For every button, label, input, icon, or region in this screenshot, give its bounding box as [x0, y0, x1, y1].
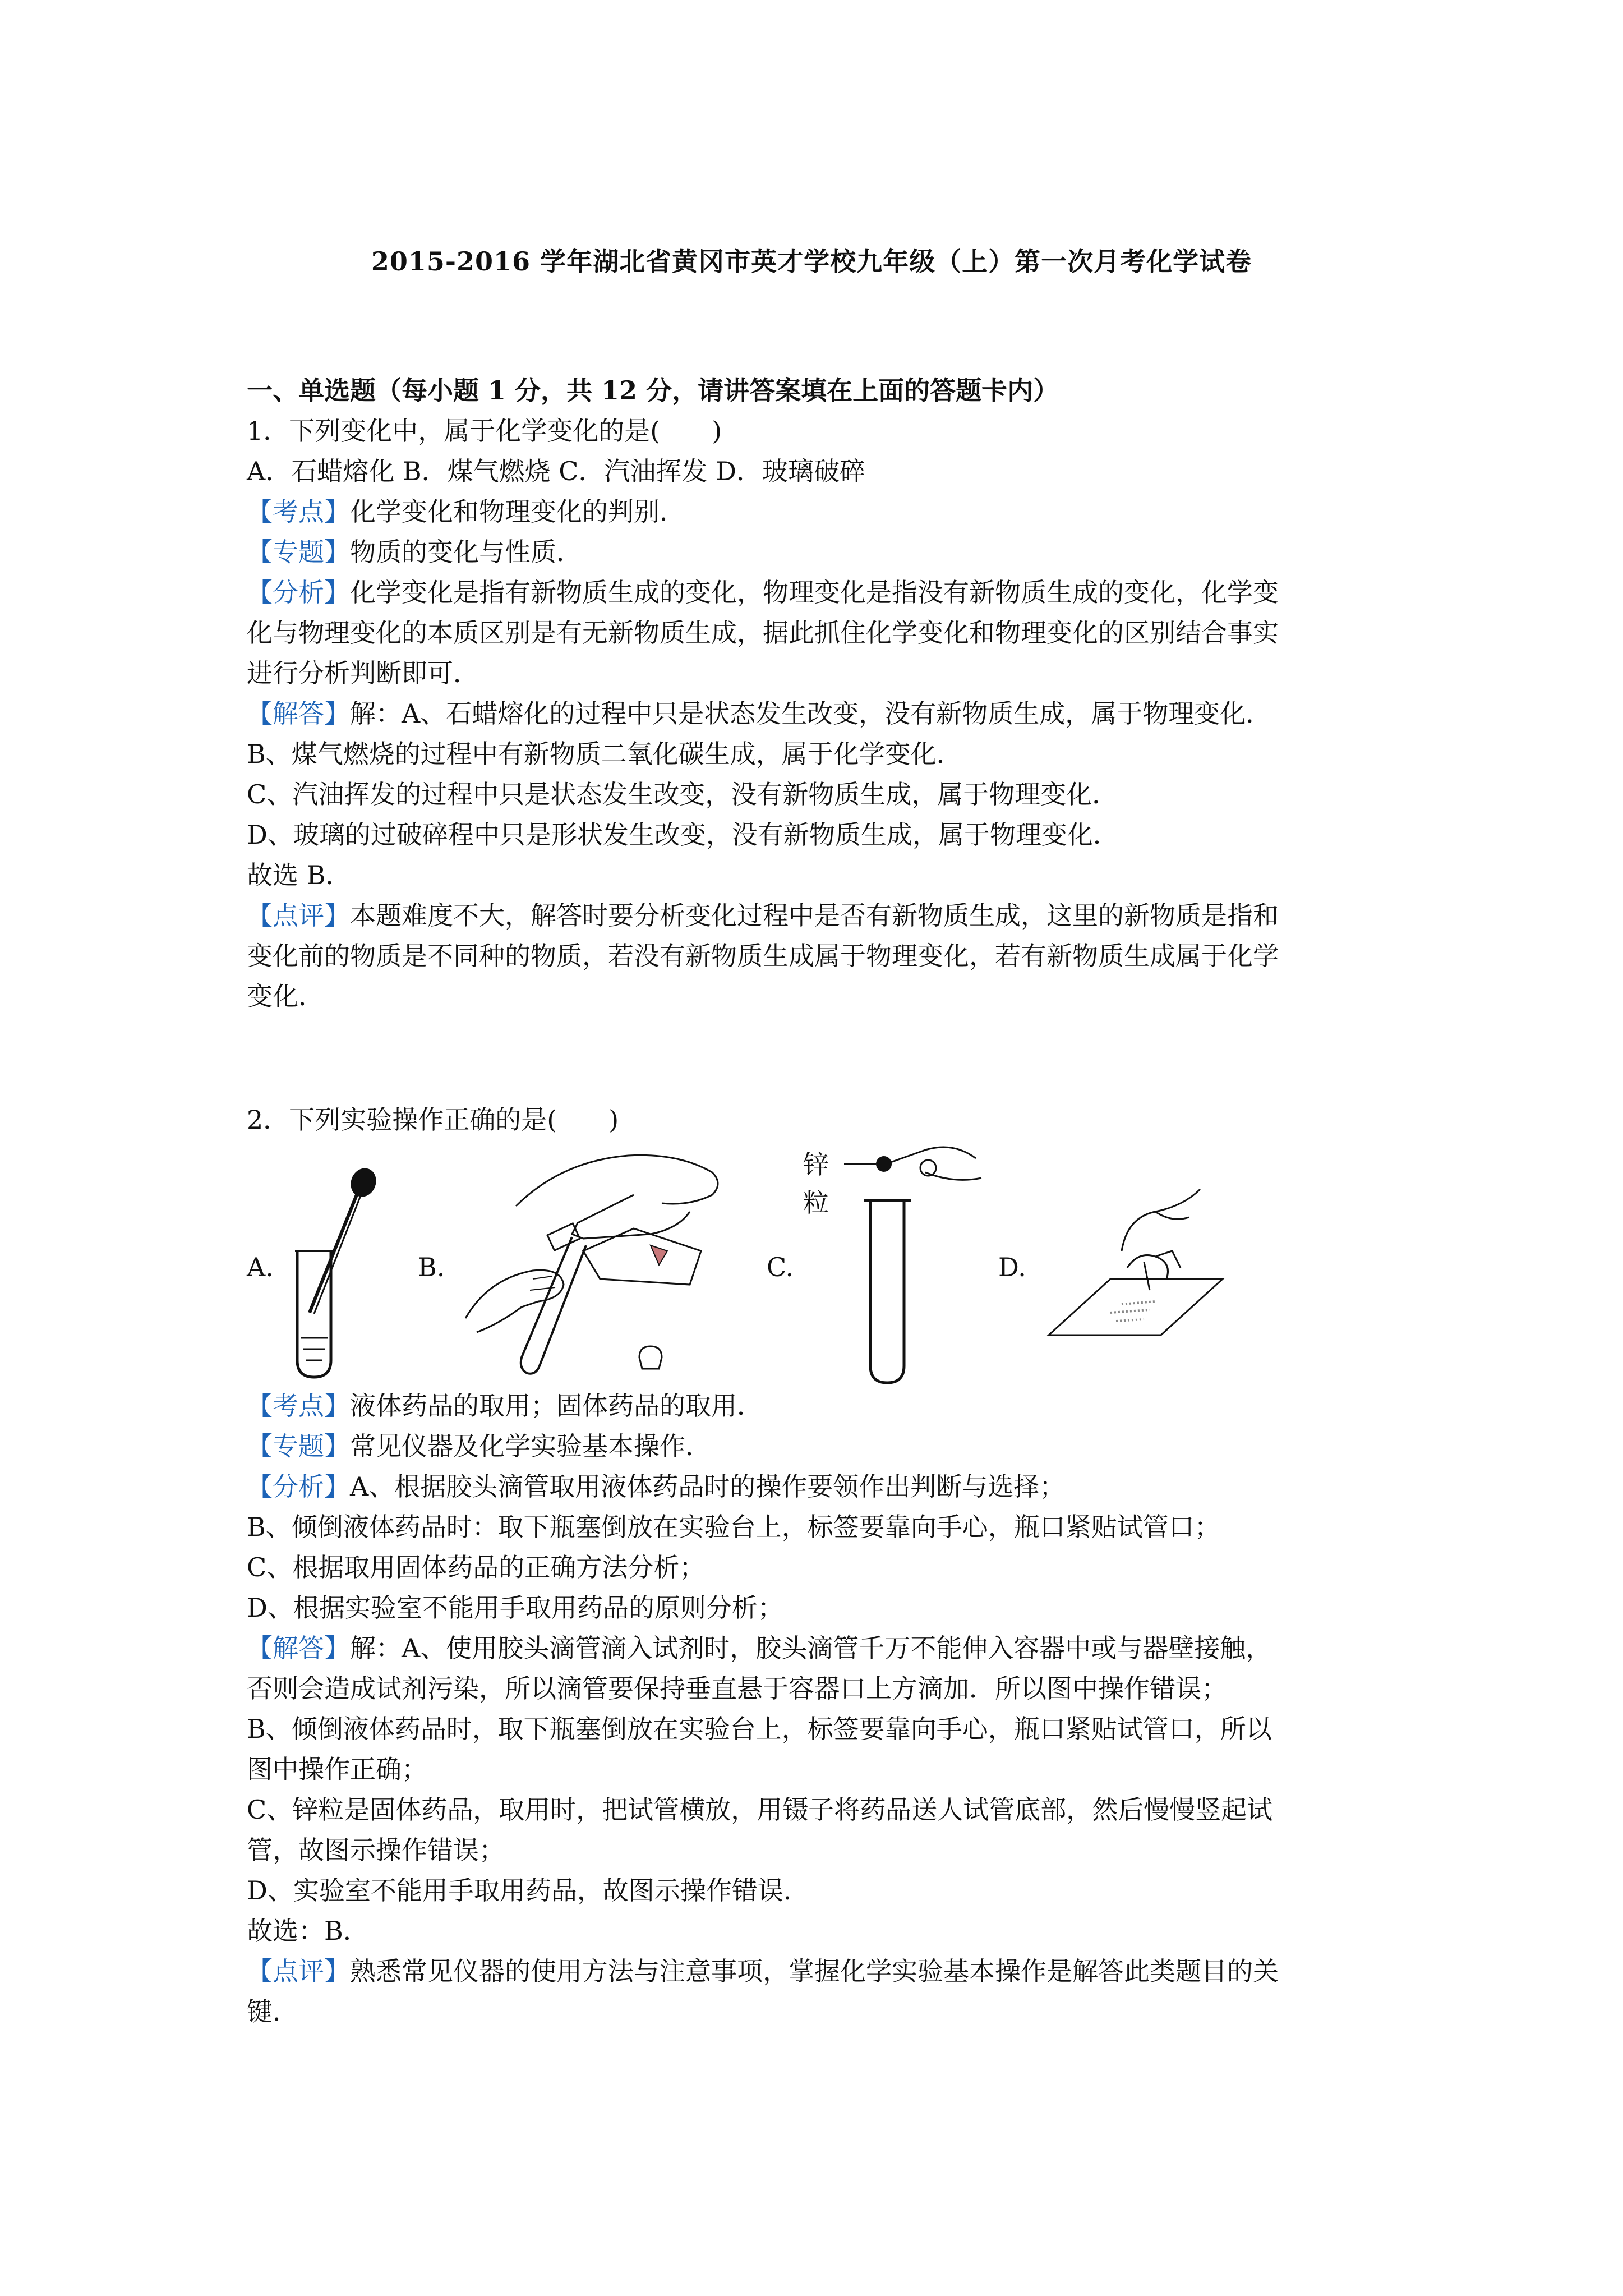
- tag-zhuanti: 【专题】: [247, 537, 350, 567]
- q1-dianping-line: 变化．: [247, 981, 324, 1011]
- dropper-in-test-tube-illustration: [280, 1167, 393, 1386]
- q1-dianping: [247, 899, 1279, 932]
- q2-fenxi: [247, 1470, 1065, 1503]
- q1-dianping-line: 变化前的物质是不同种的物质，若没有新物质生成属于物理变化，若有新物质生成属于化学: [247, 941, 1279, 971]
- hand-taking-powder-illustration: [1043, 1184, 1234, 1352]
- q2-kaodian-text: 液体药品的取用；固体药品的取用．: [350, 1391, 763, 1421]
- q2-jieda: [247, 1631, 1271, 1665]
- tag-kaodian: 【考点】: [247, 496, 350, 527]
- q1-fenxi-line: 化与物理变化的本质区别是有无新物质生成，据此抓住化学变化和物理变化的区别结合事实: [247, 618, 1279, 648]
- q2-fenxi-line: C、根据取用固体药品的正确方法分析；: [247, 1552, 706, 1582]
- tag-jieda: 【解答】: [247, 698, 350, 729]
- q2-fenxi-line: D、根据实验室不能用手取用药品的原则分析；: [247, 1593, 783, 1623]
- q2-jieda-line: 管，故图示操作错误；: [247, 1835, 505, 1865]
- q1-kaodian-text: 化学变化和物理变化的判别．: [350, 496, 685, 527]
- tag-zhuanti: 【专题】: [247, 1431, 350, 1461]
- q1-fenxi-line: 化学变化是指有新物质生成的变化，物理变化是指没有新物质生成的变化，化学变: [350, 577, 1279, 608]
- section-heading: 一、单选题（每小题 1 分，共 12 分，请讲答案填在上面的答题卡内）: [247, 375, 1059, 406]
- q1-dianping-line: 本题难度不大，解答时要分析变化过程中是否有新物质生成，这里的新物质是指和: [350, 900, 1279, 931]
- q2-jieda-line: 故选：B．: [247, 1916, 369, 1946]
- q1-jieda-line: 故选 B．: [247, 860, 352, 890]
- q1-jieda-line: B、煤气燃烧的过程中有新物质二氧化碳生成，属于化学变化．: [247, 739, 962, 769]
- q2-jieda-line: B、倾倒液体药品时，取下瓶塞倒放在实验台上，标签要靠向手心，瓶口紧贴试管口，所以: [247, 1714, 1272, 1744]
- q1-options: A．石蜡熔化 B．煤气燃烧 C．汽油挥发 D．玻璃破碎: [247, 456, 865, 486]
- q1-zhuanti: [247, 535, 582, 569]
- q1-fenxi: [247, 576, 1279, 609]
- zinc-test-tube-illustration: [841, 1144, 987, 1391]
- option-d-label: D.: [998, 1252, 1026, 1282]
- option-b-label: B.: [418, 1252, 445, 1282]
- tag-kaodian: 【考点】: [247, 1391, 350, 1421]
- q2-jieda-line: D、实验室不能用手取用药品，故图示操作错误．: [247, 1875, 809, 1906]
- tag-fenxi: 【分析】: [247, 577, 350, 608]
- q2-fenxi-line: A、根据胶头滴管取用液体药品时的操作要领作出判断与选择；: [350, 1471, 1066, 1502]
- page-title: 2015-2016 学年湖北省黄冈市英才学校九年级（上）第一次月考化学试卷: [371, 246, 1252, 277]
- option-c-label: C.: [767, 1252, 794, 1282]
- q1-zhuanti-text: 物质的变化与性质．: [350, 537, 582, 567]
- q1-fenxi-line: 进行分析判断即可．: [247, 658, 479, 688]
- q2-dianping: [247, 1954, 1279, 1988]
- zinc-label-bottom: 粒: [803, 1188, 829, 1218]
- q1-jieda: [247, 697, 1271, 730]
- q2-dianping-line: 熟悉常见仪器的使用方法与注意事项，掌握化学实验基本操作是解答此类题目的关: [350, 1956, 1279, 1986]
- q1-kaodian: [247, 495, 685, 528]
- pouring-liquid-illustration: [465, 1139, 746, 1386]
- q2-jieda-line: 解：A、使用胶头滴管滴入试剂时，胶头滴管千万不能伸入容器中或与器壁接触，: [350, 1633, 1272, 1663]
- q2-fenxi-line: B、倾倒液体药品时：取下瓶塞倒放在实验台上，标签要靠向手心，瓶口紧贴试管口；: [247, 1512, 1220, 1542]
- q2-jieda-line: 否则会造成试剂污染，所以滴管要保持垂直悬于容器口上方滴加．所以图中操作错误；: [247, 1673, 1227, 1704]
- tag-fenxi: 【分析】: [247, 1471, 350, 1502]
- q2-zhuanti: [247, 1429, 711, 1463]
- q1-jieda-line: 解：A、石蜡熔化的过程中只是状态发生改变，没有新物质生成，属于物理变化．: [350, 698, 1272, 729]
- q2-jieda-line: C、锌粒是固体药品，取用时，把试管横放，用镊子将药品送人试管底部，然后慢慢竖起试: [247, 1795, 1273, 1825]
- tag-dianping: 【点评】: [247, 900, 350, 931]
- q2-stem: 2．下列实验操作正确的是( ): [247, 1105, 619, 1135]
- tag-jieda: 【解答】: [247, 1633, 350, 1663]
- q1-jieda-line: C、汽油挥发的过程中只是状态发生改变，没有新物质生成，属于物理变化．: [247, 779, 1118, 809]
- q2-kaodian: [247, 1389, 763, 1423]
- q2-dianping-line: 键．: [247, 1996, 298, 2027]
- zinc-label-top: 锌: [803, 1149, 829, 1180]
- q1-jieda-line: D、玻璃的过破碎程中只是形状发生改变，没有新物质生成，属于物理变化．: [247, 820, 1119, 850]
- q2-jieda-line: 图中操作正确；: [247, 1754, 427, 1784]
- tag-dianping: 【点评】: [247, 1956, 350, 1986]
- option-a-label: A.: [247, 1252, 274, 1282]
- q1-stem: 1．下列变化中，属于化学变化的是( ): [247, 416, 722, 446]
- q2-zhuanti-text: 常见仪器及化学实验基本操作．: [350, 1431, 711, 1461]
